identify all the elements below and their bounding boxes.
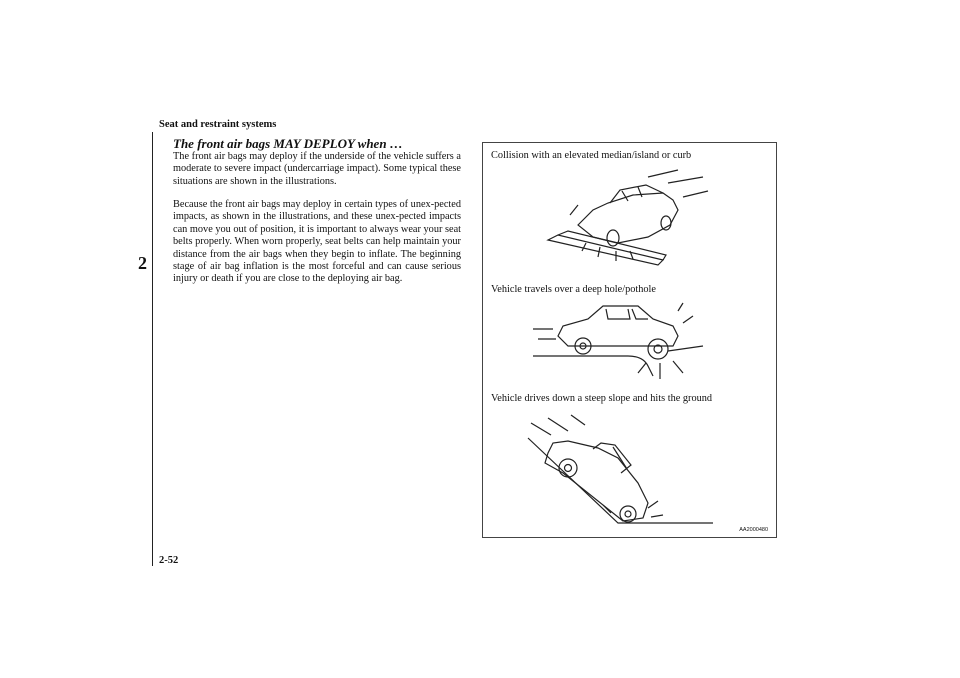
page-number: 2-52 <box>159 555 179 566</box>
paragraph-1: The front air bags may deploy if the underside of the vehicle suffers a moderate to severe impact (undercarriage impact). Some typical these situations are shown in the illustrations. <box>173 151 461 187</box>
chapter-divider-line <box>152 132 153 566</box>
caption-pothole: Vehicle travels over a deep hole/pothole <box>491 284 656 295</box>
caption-steep-slope: Vehicle drives down a steep slope and hits the ground <box>491 393 713 404</box>
illustration-figure <box>482 142 777 538</box>
section-title: The front air bags MAY DEPLOY when … <box>173 136 403 151</box>
caption-curb-collision: Collision with an elevated median/island or curb <box>491 150 692 161</box>
car-hitting-curb-illustration <box>538 165 718 275</box>
car-over-pothole-illustration <box>528 301 728 386</box>
running-header: Seat and restraint systems <box>159 119 277 130</box>
car-down-slope-illustration <box>523 413 723 533</box>
figure-code: AA2000480 <box>739 527 768 533</box>
chapter-tab-number: 2 <box>138 253 147 273</box>
paragraph-2: Because the front air bags may deploy in certain types of unex-pected impacts, as shown in the illustrations, and these unex-pected impacts can move you out of position, it is important to always wear your seat belts properly. When worn properly, seat belts can help maintain your distance from the air bags when they begin to inflate. The beginning stage of air bag inflation is the most forceful and can cause serious injury or death if you are close to the deploying air bag. <box>173 199 461 285</box>
